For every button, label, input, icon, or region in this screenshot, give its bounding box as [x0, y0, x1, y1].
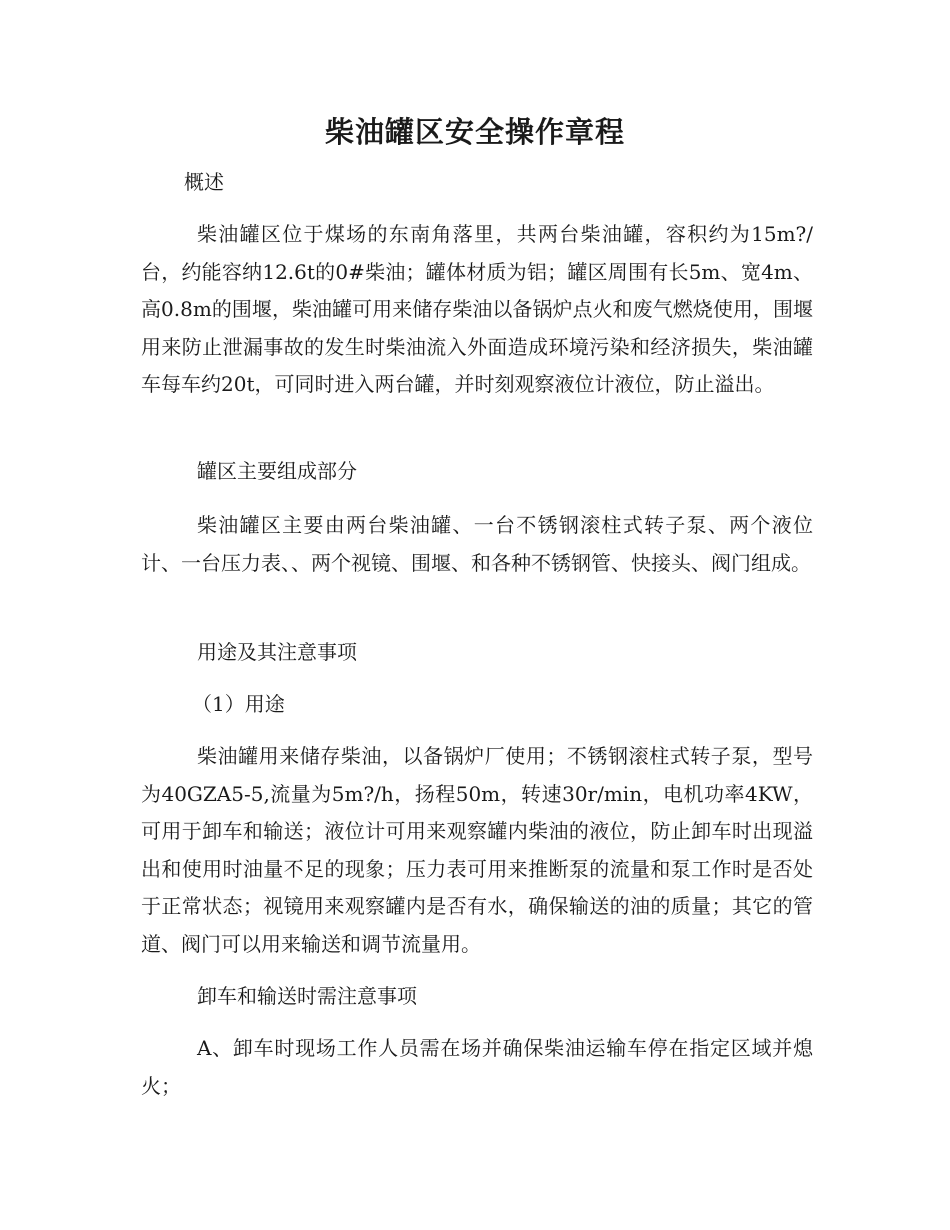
paragraph-overview: 柴油罐区位于煤场的东南角落里，共两台柴油罐，容积约为15m?/台，约能容纳12.6t的0#柴油；罐体材质为铝；罐区周围有长5m、宽4m、高0.8m的围堰，柴油罐可用来储存柴油以备锅炉点火和废气燃烧使用，围堰用来防止泄漏事故的发生时柴油流入外面造成环境污染和经济损失，柴油罐车每车约20t，可同时进入两台罐，并时刻观察液位计液位，防止溢出。	[141, 222, 813, 396]
section-heading-components: 罐区主要组成部分	[197, 459, 357, 483]
section-heading-usage: 用途及其注意事项	[197, 640, 357, 664]
paragraph-components: 柴油罐区主要由两台柴油罐、一台不锈钢滚柱式转子泵、两个液位计、一台压力表、、两个视镜、围堰、和各种不锈钢管、快接头、阀门组成。	[141, 513, 813, 575]
section-heading-overview: 概述	[184, 170, 224, 194]
list-item-unloading-a: A、卸车时现场工作人员需在场并确保柴油运输车停在指定区域并熄火；	[141, 1036, 813, 1098]
document-title: 柴油罐区安全操作章程	[324, 115, 625, 149]
subsection-heading-usage: （1）用途	[192, 692, 285, 716]
paragraph-usage: 柴油罐用来储存柴油，以备锅炉厂使用；不锈钢滚柱式转子泵，型号为40GZA5-5,流量为5m?/h，扬程50m，转速30r/min，电机功率4KW，可用于卸车和输送；液位计可用来观察罐内柴油的液位，防止卸车时出现溢出和使用时油量不足的现象；压力表可用来推断泵的流量和泵工作时是否处于正常状态；视镜用来观察罐内是否有水，确保输送的油的质量；其它的管道、阀门可以用来输送和调节流量用。	[141, 744, 813, 956]
section-heading-unloading: 卸车和输送时需注意事项	[197, 984, 417, 1008]
